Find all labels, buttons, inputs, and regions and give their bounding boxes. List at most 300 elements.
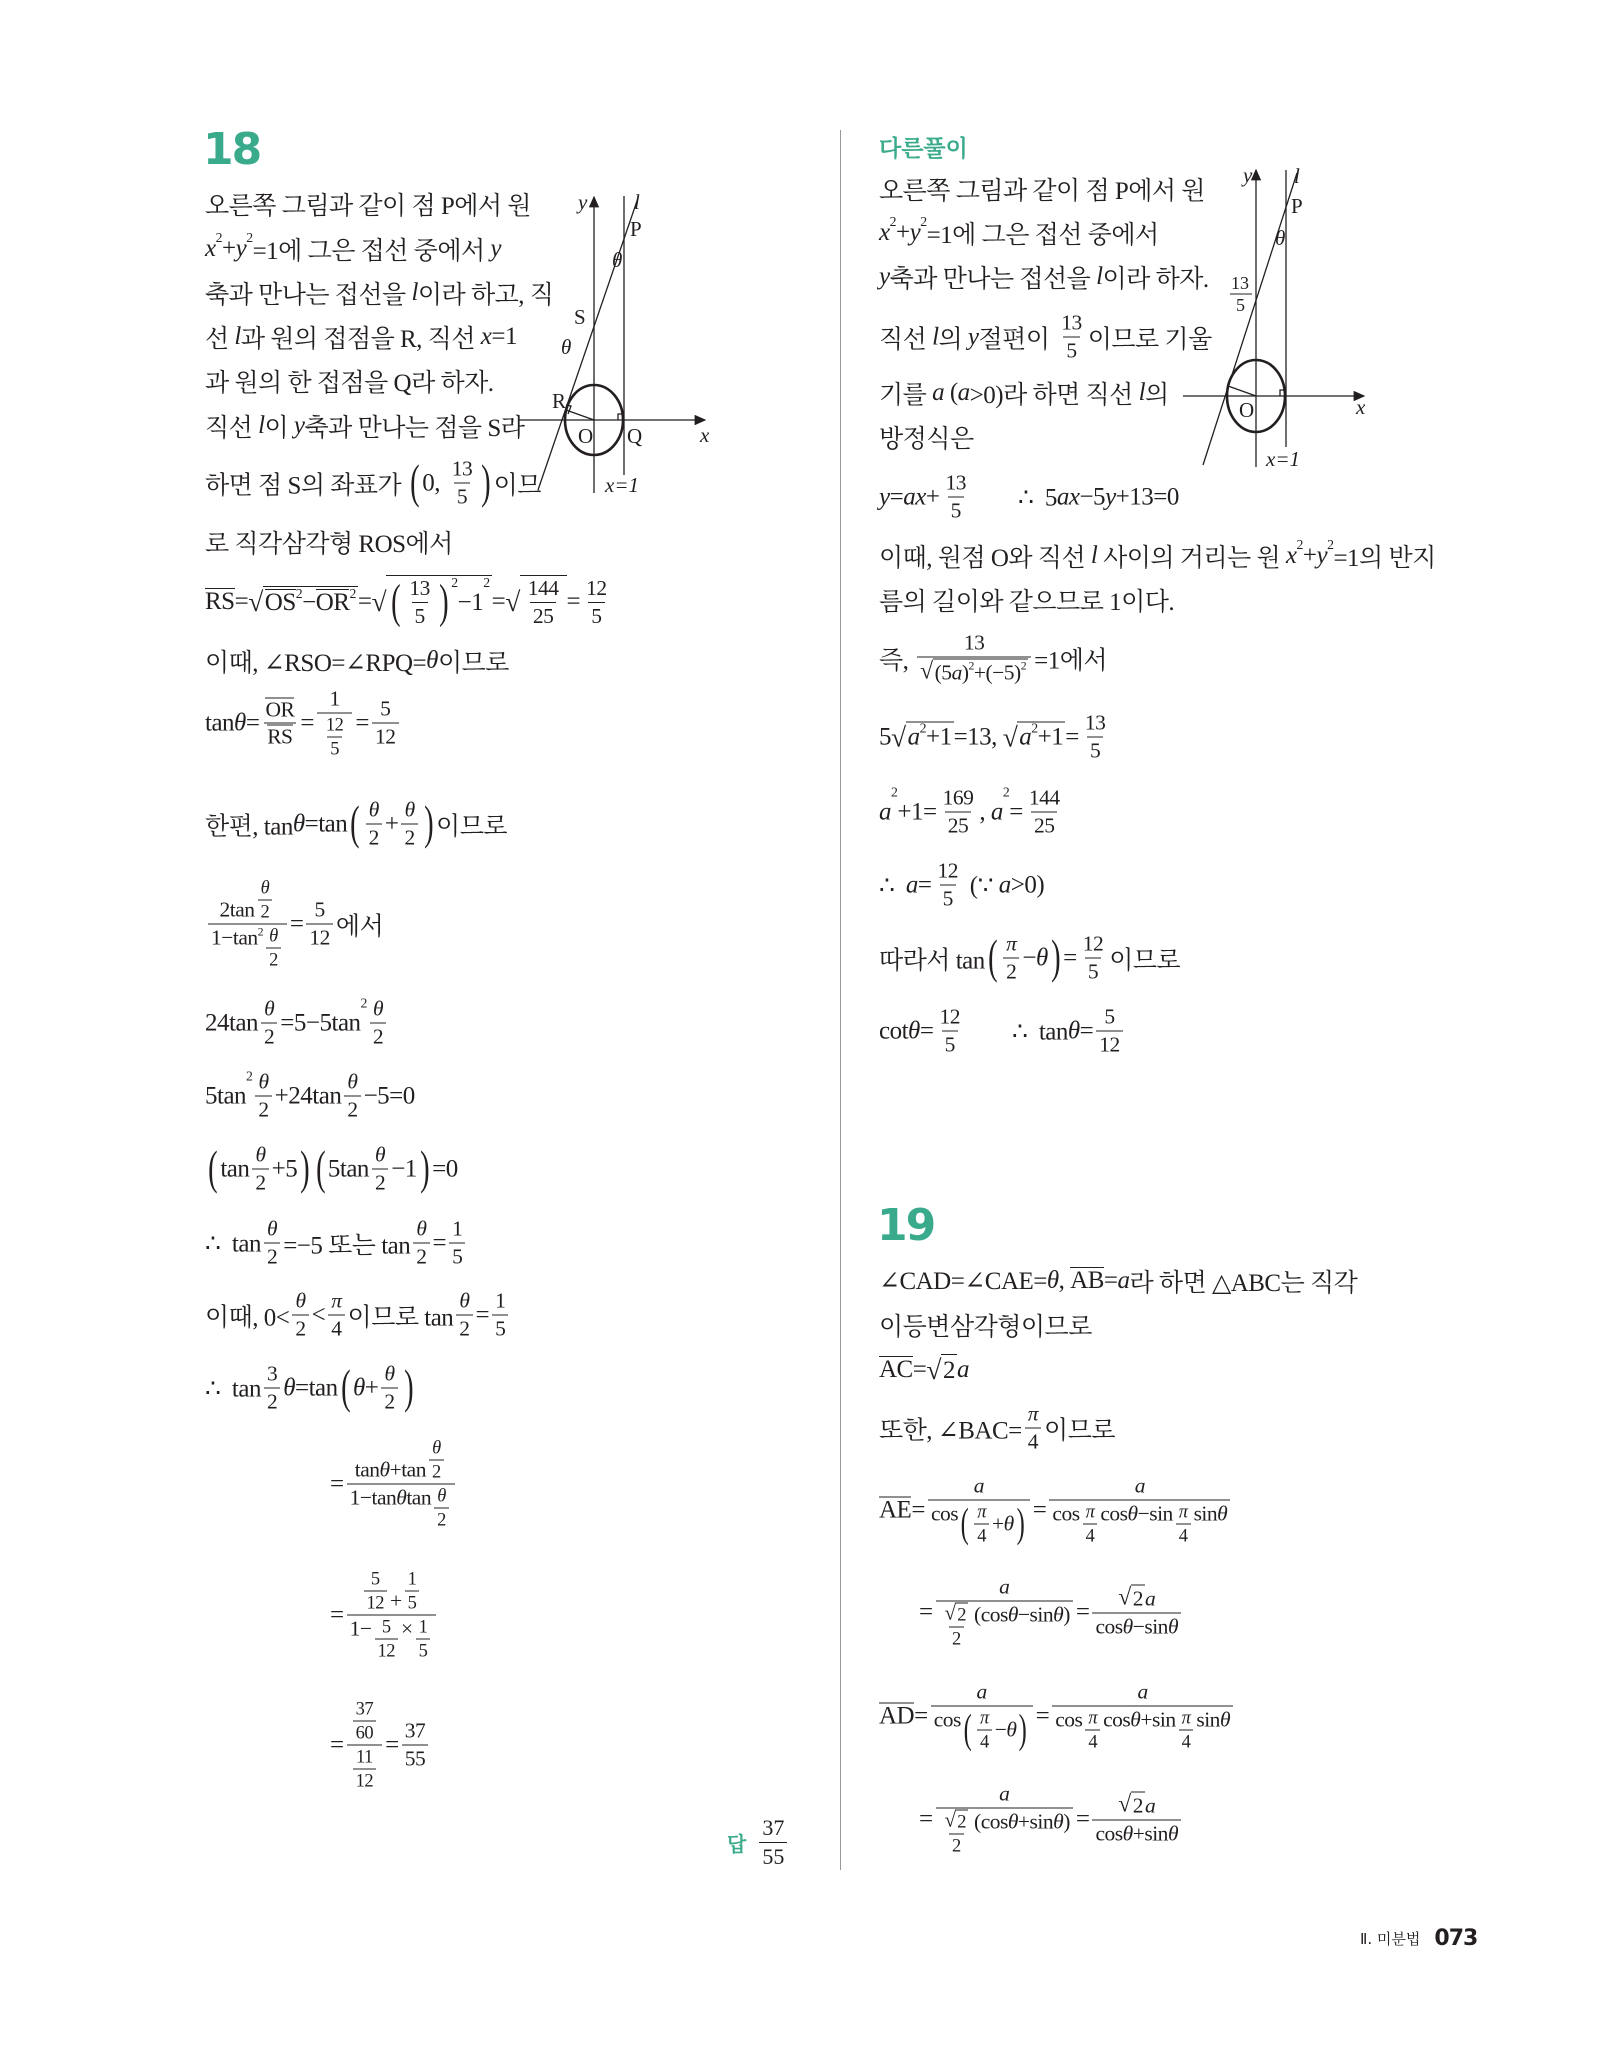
math-text: 라 하면 △ABC는 직각	[1129, 1270, 1358, 1297]
superscript: 2	[1327, 536, 1334, 552]
numerator	[449, 457, 476, 483]
math-text: 2	[374, 1170, 386, 1195]
math-text: cos	[1052, 1501, 1080, 1526]
math-variable: a	[973, 1473, 984, 1498]
square-root	[1118, 1585, 1145, 1612]
numerator	[935, 859, 962, 885]
page-number: 073	[1434, 1926, 1478, 1951]
math-text: cos	[930, 1501, 959, 1526]
math-variable: a	[999, 1574, 1010, 1599]
fraction	[405, 1569, 420, 1614]
denominator	[1092, 1820, 1181, 1847]
math-text: 2	[416, 1244, 427, 1269]
superscript: 2	[919, 720, 926, 736]
denominator	[353, 1721, 376, 1744]
numerator	[381, 1362, 397, 1388]
denominator	[1096, 1031, 1123, 1058]
denominator	[372, 723, 399, 750]
math-text: 5	[414, 604, 425, 628]
math-text: 25	[532, 604, 554, 628]
denominator	[317, 713, 352, 760]
math-text: =	[566, 588, 581, 615]
math-variable: l	[234, 323, 241, 350]
numerator	[327, 687, 343, 713]
numerator	[1025, 1402, 1041, 1428]
math-text: 5	[1090, 738, 1101, 763]
math-text: 이므로	[1044, 1417, 1115, 1444]
math-text: −sin	[1137, 1501, 1173, 1526]
numerator	[1082, 711, 1109, 737]
math-variable: l	[1138, 379, 1146, 406]
math-variable: θ	[1167, 1614, 1178, 1639]
math-text: 따라서 tan	[879, 947, 985, 974]
superscript: 2	[968, 658, 974, 673]
math-variable: θ	[908, 1017, 920, 1044]
math-text: 2	[951, 1628, 961, 1649]
right-paren: )	[419, 1142, 430, 1195]
fig-y-label: y	[1243, 163, 1253, 187]
math-text: =1	[491, 323, 517, 350]
math-text: 3	[266, 1361, 278, 1386]
right-paren: )	[300, 1142, 310, 1195]
math-text: ∴ tan	[205, 1230, 261, 1257]
segment-overline: AE	[879, 1496, 912, 1524]
math-variable: θ	[260, 877, 270, 898]
math-variable: a	[1137, 1679, 1148, 1704]
math-text: cot	[879, 1017, 909, 1044]
math-text: 2	[255, 1170, 266, 1195]
superscript: 2	[360, 995, 367, 1011]
math-variable: θ	[373, 996, 384, 1021]
superscript: 2	[246, 229, 253, 245]
denominator	[936, 1601, 1073, 1650]
math-variable: a	[976, 1679, 987, 1704]
math-text: 4	[1085, 1525, 1095, 1546]
math-variable: y	[490, 235, 501, 262]
numerator	[1101, 1005, 1117, 1031]
math-text: cos	[1103, 1707, 1131, 1732]
math-text: −sin	[1132, 1614, 1168, 1639]
math-variable: π	[1027, 1401, 1039, 1426]
fraction	[1096, 1005, 1123, 1058]
denominator	[1025, 1428, 1041, 1455]
fig-x1-label: x=1	[605, 473, 639, 497]
math-text: 2	[1132, 1793, 1143, 1817]
math-variable: θ	[459, 1288, 470, 1313]
fraction	[1082, 711, 1109, 764]
math-text: =	[475, 1301, 490, 1328]
fraction	[1080, 932, 1107, 985]
denominator	[416, 1639, 431, 1662]
denominator	[917, 657, 1031, 686]
numerator	[936, 1005, 963, 1031]
solution-line	[879, 538, 1436, 574]
math-text: ∴	[879, 872, 906, 899]
denominator	[306, 924, 333, 951]
math-text: 또한, ∠BAC=	[879, 1417, 1022, 1444]
alternative-solution-title: 다른풀이	[879, 136, 968, 162]
numerator	[940, 786, 977, 812]
math-variable: θ	[416, 1216, 427, 1241]
segment-overline: RS	[205, 588, 235, 616]
denominator	[1063, 337, 1079, 364]
left-paren: (	[391, 575, 401, 628]
fraction	[252, 1143, 268, 1196]
math-text: 1	[418, 1616, 428, 1637]
math-text: 5	[452, 1244, 463, 1269]
math-text: 13	[451, 456, 473, 481]
denominator	[258, 900, 273, 923]
fraction	[456, 1289, 472, 1342]
math-variable: y	[879, 263, 890, 290]
fraction	[434, 1486, 449, 1531]
fraction	[372, 697, 399, 750]
math-variable: θ	[269, 925, 278, 946]
math-variable: π	[1006, 931, 1017, 956]
math-text: 이등변삼각형이므로	[879, 1314, 1092, 1341]
math-variable: ax	[903, 483, 926, 510]
fraction	[917, 631, 1031, 686]
denominator	[264, 1243, 280, 1270]
right-paren: )	[423, 797, 433, 850]
math-text: cos	[1100, 1501, 1128, 1526]
math-text: 12	[939, 1004, 960, 1029]
math-variable: θ	[352, 1374, 365, 1401]
math-variable: θ	[396, 1485, 407, 1510]
radical-sign: √	[1118, 1791, 1131, 1818]
denominator	[936, 1808, 1073, 1857]
math-text: 2	[258, 1097, 269, 1122]
square-root	[945, 1603, 968, 1626]
numerator	[456, 1289, 472, 1315]
solution-line	[879, 1402, 1115, 1455]
numerator	[1026, 786, 1063, 812]
numerator	[358, 1569, 426, 1615]
solution-line	[205, 575, 613, 629]
segment-overline: OR	[315, 588, 350, 616]
math-text: 4	[1027, 1429, 1039, 1454]
denominator	[492, 1315, 508, 1342]
answer-fraction	[759, 1815, 787, 1870]
fraction	[317, 687, 352, 760]
math-text: 오른쪽 그림과 같이 점 P에서 원	[205, 193, 531, 220]
denominator	[1087, 737, 1103, 764]
fraction	[413, 1217, 429, 1270]
fraction	[429, 1438, 444, 1483]
math-text: 12	[1099, 1032, 1120, 1057]
fraction	[977, 1708, 992, 1753]
math-text: +5	[271, 1155, 298, 1182]
denominator	[429, 1460, 444, 1483]
math-variable: a	[1019, 723, 1032, 751]
math-text: =tan	[294, 1374, 338, 1401]
math-text: =1에서	[1034, 647, 1108, 674]
numerator	[942, 1810, 971, 1834]
math-text: 2	[264, 1024, 275, 1049]
math-text: =	[1009, 798, 1023, 825]
math-text: 직선	[205, 415, 259, 442]
fraction	[449, 457, 476, 510]
math-text: 5	[418, 1640, 428, 1661]
math-text: −1	[457, 588, 484, 616]
math-text: 12	[377, 1640, 395, 1661]
math-text: 1	[495, 1288, 506, 1313]
fraction	[344, 1070, 360, 1123]
math-text: 37	[355, 1698, 374, 1719]
math-text: +	[895, 219, 910, 246]
math-text: 2	[266, 1244, 278, 1269]
math-text: 5	[456, 484, 468, 509]
math-text: (∵	[964, 872, 999, 899]
right-paren: )	[1016, 1500, 1025, 1546]
math-text: 5	[879, 723, 891, 750]
radical-sign: √	[371, 586, 387, 617]
solution-line	[205, 319, 517, 355]
math-variable: θ	[1130, 1707, 1141, 1732]
superscript: 2	[1296, 536, 1303, 552]
denominator	[292, 1315, 308, 1342]
math-variable: θ	[375, 1142, 386, 1167]
math-text: 이므	[493, 472, 541, 499]
fraction	[1026, 786, 1063, 839]
fraction	[942, 1810, 971, 1857]
solution-line	[205, 231, 501, 267]
denominator	[530, 602, 557, 629]
math-text: +	[991, 1511, 1004, 1536]
math-variable: l	[1096, 263, 1103, 290]
math-text: ,	[979, 798, 991, 825]
fraction	[928, 1474, 1030, 1547]
fraction	[353, 1699, 376, 1744]
math-text: 이므로	[436, 813, 507, 840]
numerator	[492, 1289, 508, 1315]
denominator	[1083, 1524, 1098, 1547]
paren-content	[353, 1362, 401, 1415]
numerator	[264, 1362, 280, 1388]
numerator	[1080, 932, 1107, 958]
solution-line	[205, 524, 453, 560]
radical-sign: √	[505, 586, 520, 617]
solution-line	[919, 1575, 1184, 1650]
math-text: 의	[938, 326, 968, 353]
fraction	[323, 715, 346, 760]
numerator	[353, 1699, 376, 1721]
math-text: 이라 하고, 직	[417, 282, 554, 309]
right-paren: )	[438, 575, 449, 628]
solution-line	[205, 275, 553, 311]
fraction	[372, 1143, 388, 1196]
solution-line	[879, 259, 1209, 295]
math-variable: θ	[1003, 1511, 1014, 1536]
fraction	[942, 471, 969, 524]
superscript: 2	[889, 213, 896, 229]
math-text: 1−tan	[349, 1485, 397, 1510]
denominator	[1049, 1500, 1230, 1547]
fraction	[416, 1617, 431, 1662]
superscript: 2	[891, 784, 898, 800]
math-variable: y	[967, 323, 979, 350]
segment-overline: OS	[264, 588, 296, 616]
fraction	[935, 859, 962, 912]
math-text: 12	[355, 1770, 374, 1791]
numerator	[328, 1289, 344, 1315]
math-text: 12	[366, 1592, 385, 1613]
fraction	[364, 1569, 387, 1614]
math-text: =	[919, 1598, 933, 1625]
radical-sign: √	[891, 721, 906, 752]
segment-overline: AC	[879, 1356, 913, 1384]
fraction	[347, 1699, 382, 1792]
math-text: 이라 하자.	[1102, 266, 1209, 293]
numerator	[264, 1217, 280, 1243]
math-text: 13	[409, 576, 430, 600]
right-paren: )	[403, 1361, 413, 1414]
radicand	[906, 721, 954, 753]
math-text: 이때, 0<	[205, 1304, 290, 1331]
numerator	[347, 1699, 382, 1745]
fig-theta: θ	[1275, 226, 1286, 250]
math-text: +	[925, 483, 940, 510]
denominator	[949, 1627, 964, 1650]
left-paren: (	[208, 1142, 218, 1195]
math-text: 축과 만나는 접선을	[205, 282, 412, 309]
math-variable: θ	[283, 1374, 295, 1401]
math-text: )	[1063, 1809, 1070, 1834]
math-text: 사이의 거리는 원	[1097, 545, 1286, 572]
math-text: 름의 길이와 같으므로 1이다.	[879, 589, 1175, 616]
math-text: =	[432, 1229, 447, 1256]
math-text: 5	[407, 1592, 417, 1613]
numerator	[1115, 1792, 1158, 1820]
math-variable: a	[999, 1781, 1010, 1806]
math-text: ∠CAD=∠CAE=	[879, 1268, 1047, 1295]
math-text: ∴ tan	[965, 1018, 1068, 1045]
math-text: 11	[355, 1746, 373, 1767]
math-text: 과 원의 접점을 R, 직선	[240, 326, 481, 353]
numerator	[1083, 1502, 1098, 1524]
math-text: =	[1035, 1702, 1050, 1729]
numerator	[1176, 1502, 1191, 1524]
math-variable: y	[909, 219, 921, 246]
fraction	[940, 786, 977, 839]
math-text: +	[364, 1374, 379, 1401]
math-text: 2	[431, 1461, 441, 1482]
fig-O-label: O	[578, 424, 594, 448]
final-answer	[727, 1815, 790, 1870]
math-text: =	[330, 1731, 344, 1758]
radius-OR	[566, 410, 594, 420]
radicand	[263, 586, 358, 618]
math-text: 12	[937, 858, 959, 883]
math-text: 5	[950, 498, 961, 523]
math-text: (cos	[974, 1809, 1008, 1834]
math-text: 2	[269, 949, 278, 970]
numerator	[312, 898, 328, 924]
math-text: 55	[404, 1746, 426, 1771]
math-text: 2	[951, 1835, 961, 1856]
numerator	[402, 1719, 429, 1745]
math-variable: θ	[1035, 944, 1048, 971]
fraction	[266, 926, 281, 971]
denominator	[413, 1243, 429, 1270]
math-text: 1−	[349, 1616, 372, 1641]
fraction	[292, 1289, 308, 1342]
math-variable: a	[1117, 1267, 1130, 1294]
denominator	[347, 1615, 437, 1662]
math-text: 오른쪽 그림과 같이 점 P에서 원	[879, 178, 1205, 205]
math-text: +	[384, 810, 399, 837]
math-variable: θ	[292, 810, 305, 837]
math-text: =5−5tan	[280, 1009, 361, 1036]
denominator	[454, 483, 470, 510]
fig-Q-label: Q	[627, 424, 643, 448]
math-text: 144	[1028, 785, 1060, 810]
math-text: =	[919, 1805, 933, 1832]
math-text: +13=0	[1115, 483, 1179, 510]
denominator	[347, 1745, 382, 1792]
math-text: =0	[432, 1155, 458, 1182]
math-variable: y	[1105, 483, 1116, 510]
math-text: 1	[407, 1568, 417, 1589]
math-variable: θ	[432, 1437, 441, 1458]
math-text: sin	[1193, 1501, 1218, 1526]
math-variable: l	[1090, 542, 1098, 569]
numerator	[942, 471, 969, 497]
math-text: +	[390, 1588, 402, 1613]
math-variable: a	[951, 660, 962, 684]
numerator	[1058, 311, 1085, 337]
math-text: 선	[205, 326, 235, 353]
superscript: 2	[215, 229, 222, 245]
math-text: 2	[404, 825, 415, 850]
chapter-label: Ⅱ. 미분법	[1360, 1930, 1421, 1948]
fraction	[401, 798, 417, 851]
math-text: −sin	[1017, 1602, 1054, 1627]
math-variable: x	[879, 219, 890, 246]
fraction	[1052, 1680, 1233, 1753]
math-variable: θ	[404, 797, 415, 822]
solution-line	[205, 687, 402, 760]
solution-line	[205, 408, 524, 444]
math-text: +1	[1037, 723, 1064, 751]
math-text: )	[1063, 1602, 1070, 1627]
right-paren: )	[1050, 931, 1061, 984]
math-variable: π	[980, 1707, 989, 1728]
math-text: =	[917, 871, 932, 898]
radicand	[955, 1810, 968, 1833]
paren-content	[403, 576, 436, 629]
math-text: =	[355, 709, 370, 736]
right-paren: )	[481, 456, 491, 509]
math-text: 2	[260, 901, 270, 922]
solution-line	[879, 711, 1111, 764]
math-variable: θ	[426, 647, 438, 674]
math-text: 절편이	[978, 326, 1056, 353]
math-variable: a	[1144, 1793, 1156, 1818]
solution-line	[205, 878, 383, 971]
numerator: 37	[762, 1815, 785, 1840]
math-variable: a	[957, 379, 970, 406]
fraction	[1179, 1708, 1194, 1753]
math-text: 4	[980, 1731, 989, 1752]
parenthesized-group	[958, 1502, 1027, 1547]
math-text: +	[221, 235, 236, 262]
math-variable: π	[1181, 1707, 1191, 1728]
math-text: >0)라 하면 직선	[969, 382, 1139, 409]
solution-line	[205, 997, 389, 1050]
math-text: 13	[1061, 310, 1082, 335]
math-text: −	[994, 1717, 1007, 1742]
